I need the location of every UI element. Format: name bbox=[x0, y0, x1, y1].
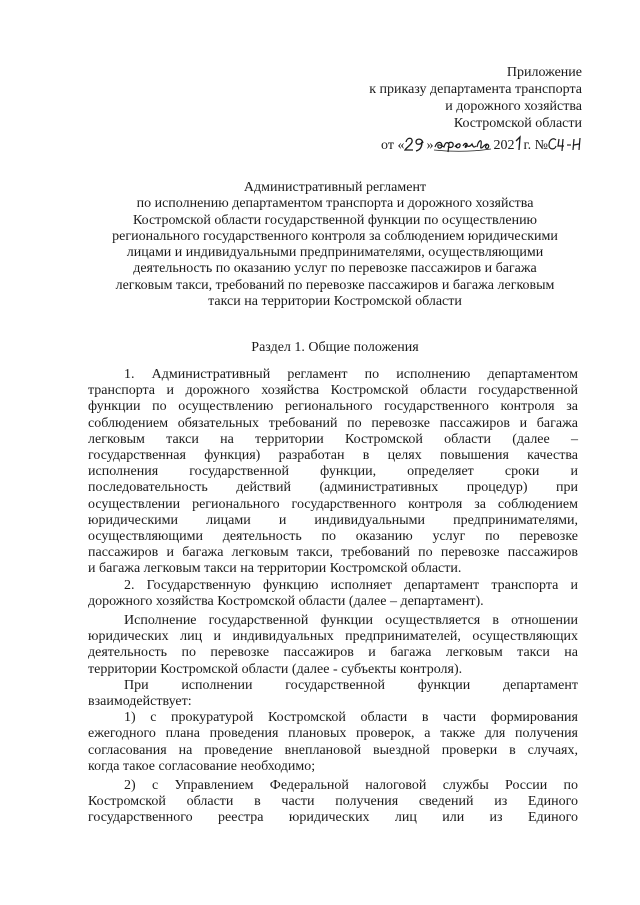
title-line: Административный регламент bbox=[243, 180, 427, 195]
appendix-line: к приказу департамента транспорта bbox=[369, 82, 582, 97]
appendix-header bbox=[369, 64, 582, 154]
body-line: осуществлении регионального государственного контроля за соблюдением bbox=[88, 496, 578, 512]
body-line: юридическими лицами и индивидуальными предпринимателями, bbox=[88, 512, 578, 528]
title-line: регионального государственного контроля за соблюдением юридическими bbox=[112, 228, 558, 244]
body-line: когда такое согласование необходимо; bbox=[88, 758, 316, 774]
body-line: взаимодействует: bbox=[88, 694, 192, 710]
body-line: При исполнении государственной функции департамент bbox=[124, 677, 578, 693]
title-line: легковым такси, требований по перевозке пассажиров и багажа легковым bbox=[115, 277, 555, 293]
body-line: территории Костромской области (далее - субъекты контроля). bbox=[88, 661, 463, 677]
order-prefix: от « bbox=[381, 138, 405, 153]
body-line: исполнения государственной функции, определяет сроки и bbox=[88, 464, 578, 480]
body-line: 2) с Управлением Федеральной налоговой службы России по bbox=[124, 778, 578, 794]
body-line: государственная функция) разработан в целях повышения качества bbox=[88, 448, 578, 464]
body-line: юридических лиц и индивидуальных предпринимателей, осуществляющих bbox=[88, 629, 578, 645]
body-line: деятельность по перевозке пассажиров и багажа легковым такси на bbox=[88, 645, 578, 661]
body-line: Костромской области в части получения сведений из Единого bbox=[88, 794, 578, 810]
body-line: функции по осуществлению регионального государственного контроля за bbox=[88, 399, 578, 415]
body-line: 1) с прокуратурой Костромской области в части формирования bbox=[124, 710, 578, 726]
title-line: лицами и индивидуальными предпринимателями, осуществляющими bbox=[126, 245, 544, 261]
section-heading: Раздел 1. Общие положения bbox=[251, 340, 419, 355]
body-line: пассажиров и багажа легковым такси, требований по перевозке пассажиров bbox=[88, 545, 578, 561]
title-line: по исполнению департаментом транспорта и дорожного хозяйства bbox=[136, 196, 534, 212]
body-line: транспорта и дорожного хозяйства Костромской области государственной bbox=[88, 383, 578, 399]
body-line: Исполнение государственной функции осуществляется в отношении bbox=[124, 613, 578, 629]
body-text bbox=[88, 367, 578, 827]
body-line: последовательность действий (административных процедур) при bbox=[88, 480, 578, 496]
body-line: государственного реестра юридических лиц или из Единого bbox=[88, 810, 578, 826]
body-line: и багажа легковым такси на территории Костромской области. bbox=[88, 561, 462, 577]
body-line: 2. Государственную функцию исполняет департамент транспорта и bbox=[124, 577, 578, 593]
title-line: такси на территории Костромской области bbox=[208, 294, 462, 310]
appendix-line: и дорожного хозяйства bbox=[445, 99, 582, 114]
handwritten-day bbox=[404, 135, 426, 153]
body-line: осуществляющими деятельность по оказанию услуг по перевозке bbox=[88, 529, 578, 545]
order-date-line bbox=[369, 135, 582, 154]
order-year-prefix: 202 bbox=[493, 138, 515, 153]
order-quote-close: » bbox=[426, 138, 434, 153]
appendix-line: Костромской области bbox=[453, 116, 582, 131]
appendix-line: Приложение bbox=[506, 65, 582, 80]
order-year-suffix: г. № bbox=[523, 138, 548, 153]
body-line: согласования на проведение внеплановой выездной проверки в случаях, bbox=[88, 742, 578, 758]
handwritten-month bbox=[433, 135, 493, 153]
body-line: 1. Административный регламент по исполнению департаментом bbox=[124, 367, 578, 382]
body-line: легковым такси на территории Костромской области (далее – bbox=[88, 431, 578, 447]
body-line: соблюдением обязательных требований по перевозке пассажиров и багажа bbox=[88, 415, 578, 431]
title-line: Костромской области государственной функции по осуществлению bbox=[132, 212, 538, 228]
body-line: ежегодного плана проведения плановых проверок, а также для получения bbox=[88, 726, 578, 742]
document-title bbox=[80, 180, 590, 310]
body-line: дорожного хозяйства Костромской области (далее – департамент). bbox=[88, 593, 484, 609]
title-line: деятельность по оказанию услуг по перевозке пассажиров и багажа bbox=[133, 261, 537, 277]
handwritten-order-number bbox=[548, 135, 582, 153]
